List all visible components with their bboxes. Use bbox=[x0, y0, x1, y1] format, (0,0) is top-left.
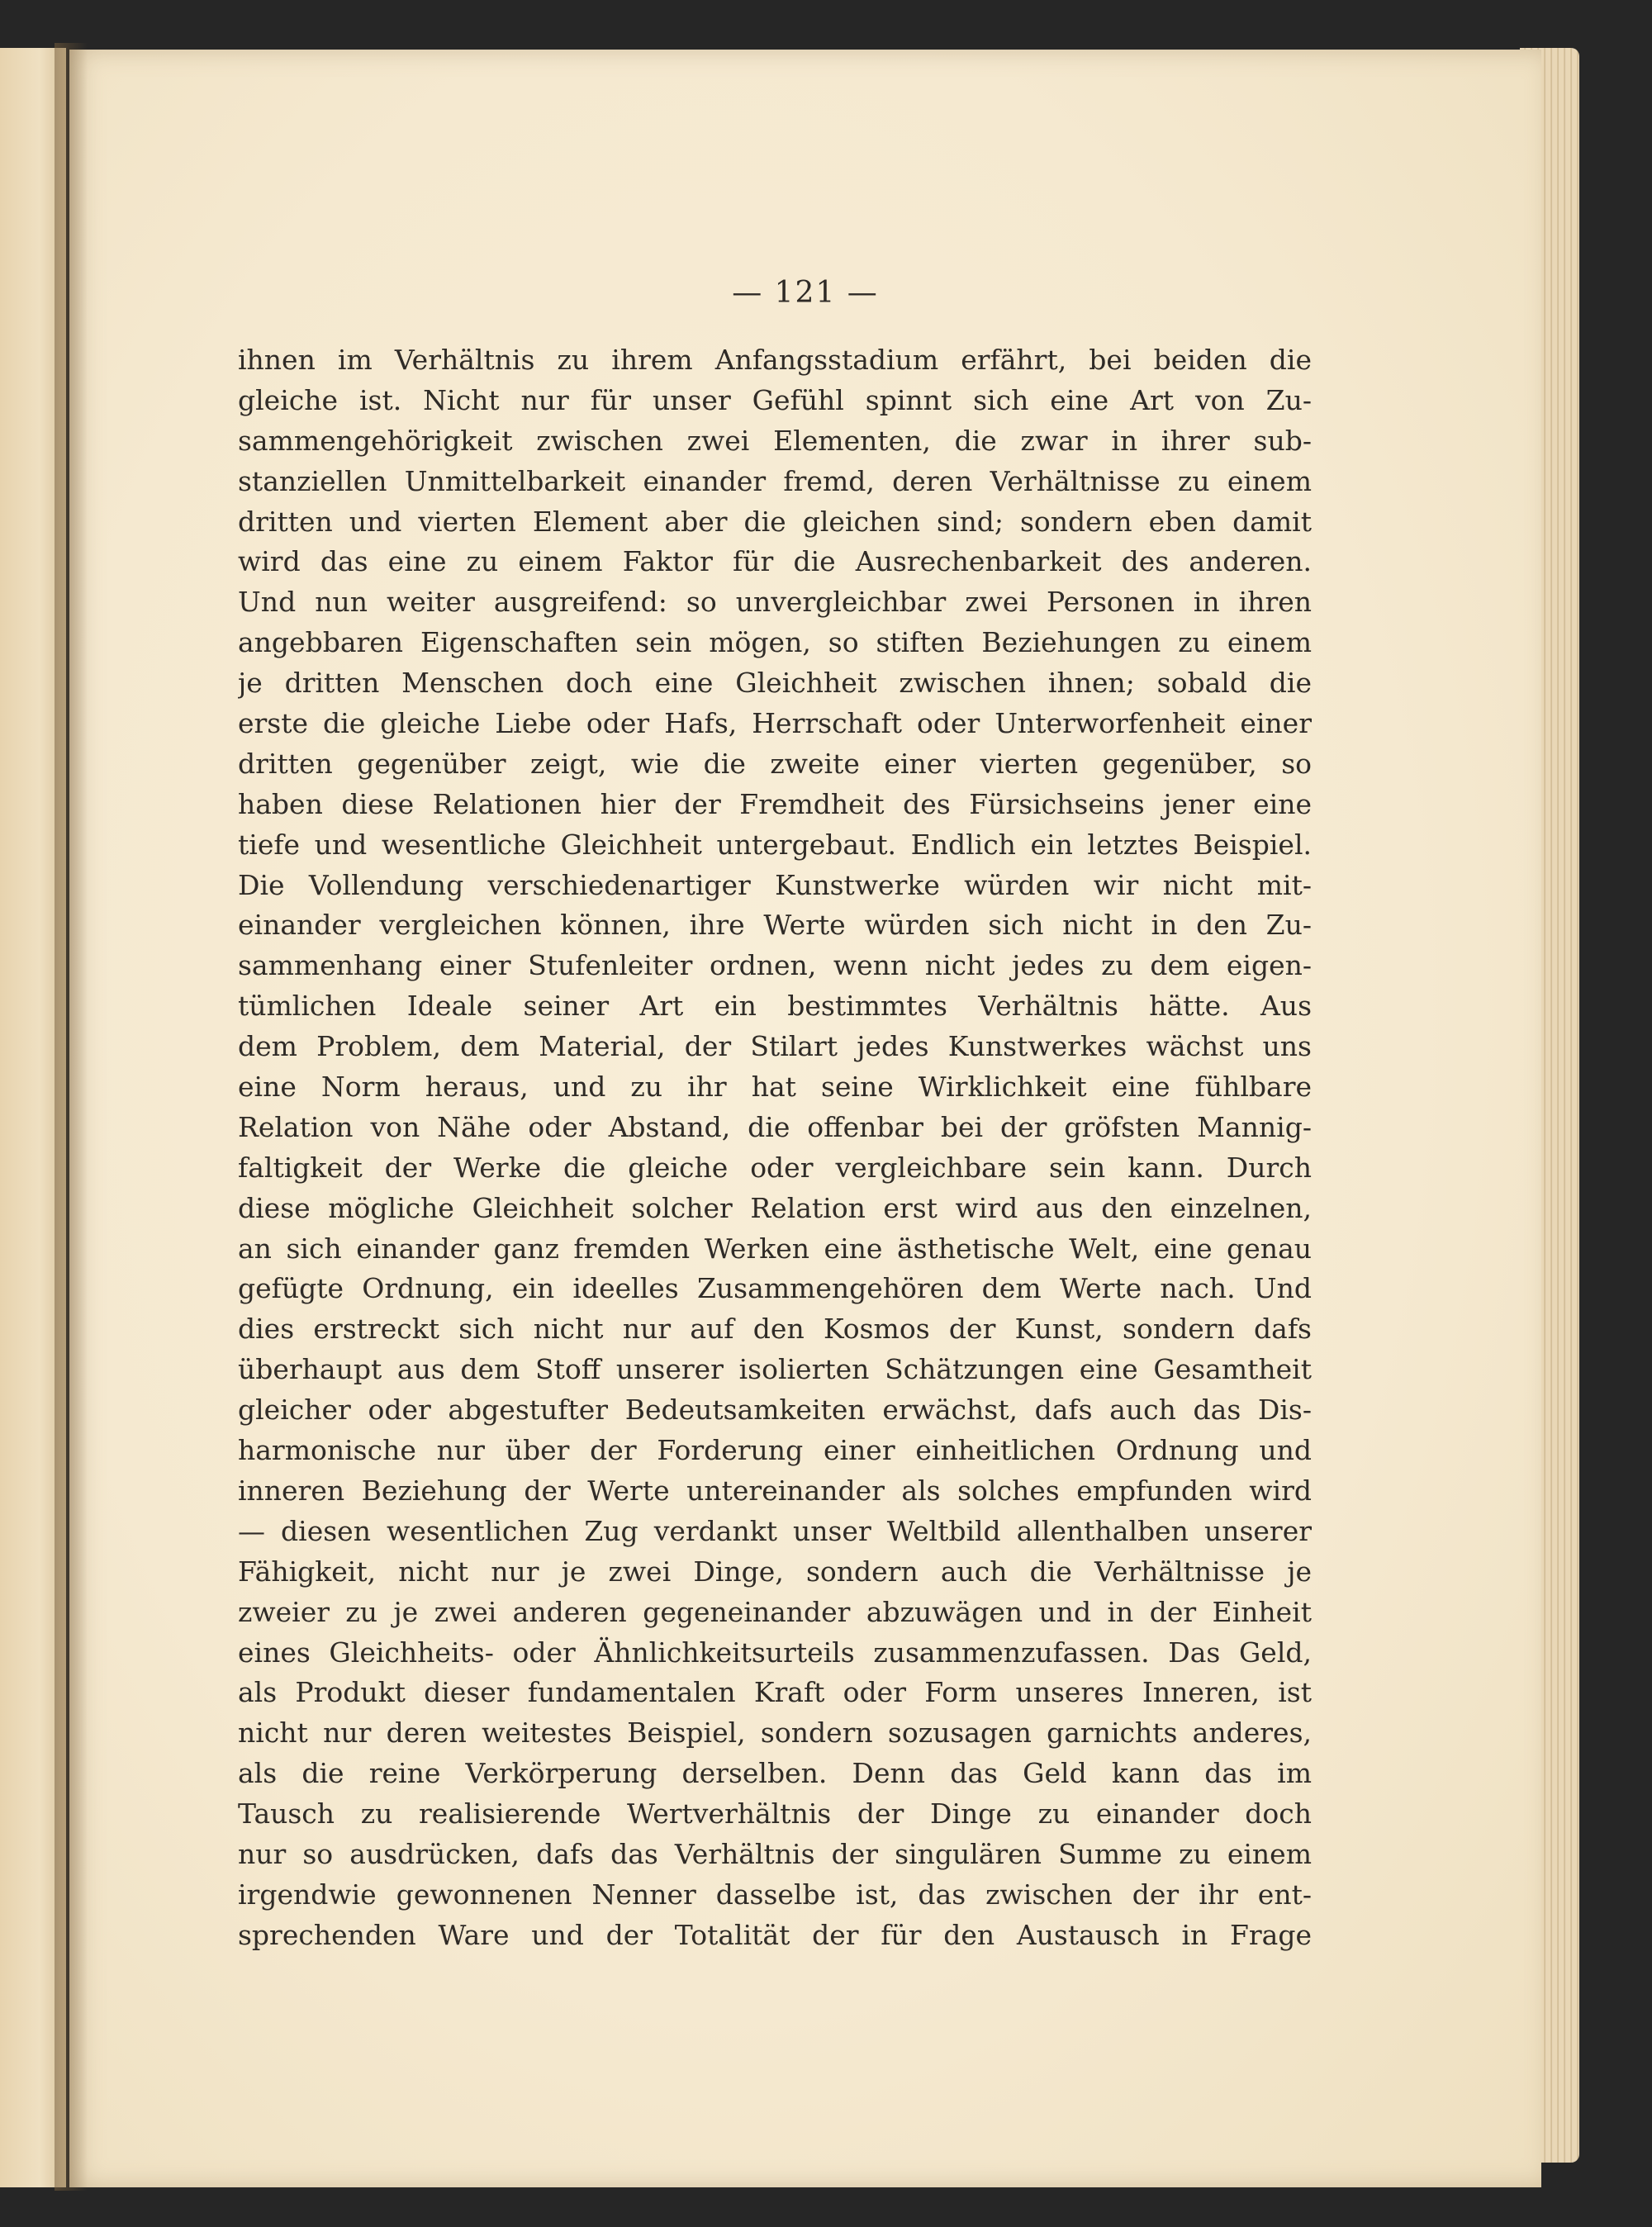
text-line: als Produkt dieser fundamentalen Kraft oder Form unseres Inneren, ist bbox=[238, 1676, 1312, 1709]
body-text bbox=[238, 340, 1312, 1956]
book-page bbox=[69, 50, 1541, 2187]
text-line: angebbaren Eigenschaften sein mögen, so stiften Beziehungen zu einem bbox=[238, 626, 1312, 659]
text-line: dritten und vierten Element aber die gleichen sind; sondern eben damit bbox=[238, 505, 1312, 538]
text-line: sammenhang einer Stufenleiter ordnen, wenn nicht jedes zu dem eigen- bbox=[238, 949, 1312, 982]
text-line: dritten gegenüber zeigt, wie die zweite einer vierten gegenüber, so bbox=[238, 747, 1312, 780]
text-line: erste die gleiche Liebe oder Hafs, Herrschaft oder Unterworfenheit einer bbox=[238, 707, 1312, 740]
text-line: — diesen wesentlichen Zug verdankt unser Weltbild allenthalben unserer bbox=[238, 1514, 1312, 1547]
text-line: faltigkeit der Werke die gleiche oder vergleichbare sein kann. Durch bbox=[238, 1151, 1312, 1184]
text-line: nur so ausdrücken, dafs das Verhältnis der singulären Summe zu einem bbox=[238, 1837, 1312, 1870]
text-line: haben diese Relationen hier der Fremdheit des Fürsichseins jener eine bbox=[238, 787, 1312, 820]
text-line: sprechenden Ware und der Totalität der für den Austausch in Frage bbox=[238, 1918, 1312, 1951]
text-line: zweier zu je zwei anderen gegeneinander abzuwägen und in der Einheit bbox=[238, 1595, 1312, 1628]
text-line: gleicher oder abgestufter Bedeutsamkeiten erwächst, dafs auch das Dis- bbox=[238, 1394, 1312, 1427]
text-line: diese mögliche Gleichheit solcher Relation erst wird aus den einzelnen, bbox=[238, 1191, 1312, 1224]
text-line: Die Vollendung verschiedenartiger Kunstwerke würden wir nicht mit- bbox=[238, 868, 1312, 901]
text-line: Und nun weiter ausgreifend: so unvergleichbar zwei Personen in ihren bbox=[238, 586, 1312, 619]
text-line: inneren Beziehung der Werte untereinander als solches empfunden wird bbox=[238, 1474, 1312, 1507]
text-line: je dritten Menschen doch eine Gleichheit zwischen ihnen; sobald die bbox=[238, 667, 1312, 700]
text-line: an sich einander ganz fremden Werken eine ästhetische Welt, eine genau bbox=[238, 1232, 1312, 1265]
gutter-shadow bbox=[55, 43, 88, 2191]
text-line: dies erstreckt sich nicht nur auf den Kosmos der Kunst, sondern dafs bbox=[238, 1313, 1312, 1346]
text-line: tiefe und wesentliche Gleichheit untergebaut. Endlich ein letztes Beispiel. bbox=[238, 828, 1312, 861]
page-number: — 121 — bbox=[732, 276, 879, 310]
text-line: als die reine Verkörperung derselben. Denn das Geld kann das im bbox=[238, 1757, 1312, 1790]
text-line: gleiche ist. Nicht nur für unser Gefühl spinnt sich eine Art von Zu- bbox=[238, 383, 1312, 416]
text-line: ihnen im Verhältnis zu ihrem Anfangsstadium erfährt, bei beiden die bbox=[238, 344, 1312, 376]
text-line: gefügte Ordnung, ein ideelles Zusammengehören dem Werte nach. Und bbox=[238, 1272, 1312, 1305]
text-line: überhaupt aus dem Stoff unserer isolierten Schätzungen eine Gesamtheit bbox=[238, 1353, 1312, 1386]
text-line: tümlichen Ideale seiner Art ein bestimmtes Verhältnis hätte. Aus bbox=[238, 990, 1312, 1023]
text-line: eine Norm heraus, und zu ihr hat seine Wirklichkeit eine fühlbare bbox=[238, 1071, 1312, 1104]
text-line: eines Gleichheits- oder Ähnlichkeitsurteils zusammenzufassen. Das Geld, bbox=[238, 1636, 1312, 1669]
text-line: irgendwie gewonnenen Nenner dasselbe ist, das zwischen der ihr ent- bbox=[238, 1878, 1312, 1911]
text-line: Fähigkeit, nicht nur je zwei Dinge, sondern auch die Verhältnisse je bbox=[238, 1555, 1312, 1588]
text-line: sammengehörigkeit zwischen zwei Elementen, die zwar in ihrer sub- bbox=[238, 424, 1312, 457]
text-line: stanziellen Unmittelbarkeit einander fremd, deren Verhältnisse zu einem bbox=[238, 464, 1312, 497]
text-line: wird das eine zu einem Faktor für die Ausrechenbarkeit des anderen. bbox=[238, 545, 1312, 578]
text-line: nicht nur deren weitestes Beispiel, sondern sozusagen garnichts anderes, bbox=[238, 1717, 1312, 1750]
text-line: einander vergleichen können, ihre Werte würden sich nicht in den Zu- bbox=[238, 909, 1312, 942]
text-line: harmonische nur über der Forderung einer einheitlichen Ordnung und bbox=[238, 1434, 1312, 1467]
text-line: Relation von Nähe oder Abstand, die offenbar bei der gröfsten Mannig- bbox=[238, 1110, 1312, 1143]
text-line: Tausch zu realisierende Wertverhältnis der Dinge zu einander doch bbox=[238, 1797, 1312, 1831]
text-line: dem Problem, dem Material, der Stilart jedes Kunstwerkes wächst uns bbox=[238, 1030, 1312, 1063]
